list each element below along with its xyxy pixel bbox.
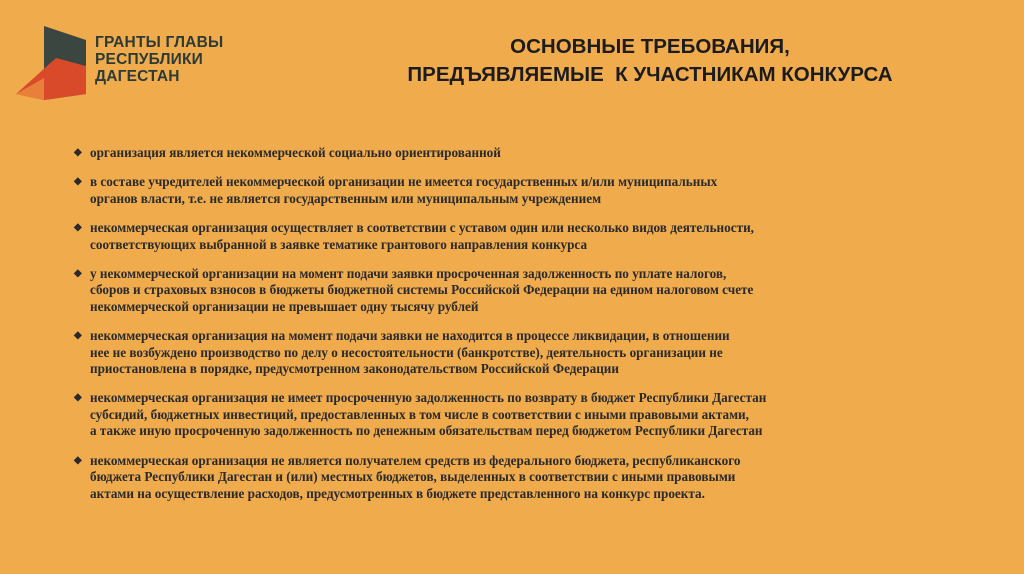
logo-text [95, 34, 223, 85]
requirement-item [74, 266, 974, 315]
diamond-bullet-icon: ◆ [74, 268, 82, 280]
requirement-item [74, 453, 974, 502]
diamond-bullet-icon: ◆ [74, 222, 82, 234]
requirement-item [74, 328, 974, 377]
logo-line-3: ДАГЕСТАН [95, 68, 180, 85]
requirement-text-line: некоммерческая организация не является получателем средств из федерального бюджета, республиканского [90, 452, 741, 468]
requirement-text-line: организация является некоммерческой социально ориентированной [90, 145, 501, 160]
requirement-text-line: у некоммерческой организации на момент подачи заявки просроченная задолженность по уплате налогов, [90, 266, 727, 282]
requirement-text-line: некоммерческая организация на момент подачи заявки не находится в процессе ликвидации, в отношении [90, 328, 730, 344]
requirement-text-line: органов власти, т.е. не является государственным или муниципальным учреждением [90, 190, 602, 206]
requirement-text-line: некоммерческая организация осуществляет в соответствии с уставом один или несколько видов деятельности, [90, 220, 754, 236]
requirement-text-line: некоммерческая организация не имеет просроченную задолженность по возврату в бюджет Республики Дагестан [90, 390, 767, 406]
requirement-text-line: сборов и страховых взносов в бюджеты бюджетной системы Российской Федерации на едином налоговом счете [90, 282, 754, 298]
logo-orange-shape [16, 78, 44, 100]
logo-line-2: РЕСПУБЛИКИ [95, 51, 204, 68]
requirement-text-line: нее не возбуждено производство по делу о несостоятельности (банкротстве), деятельность организации не [90, 344, 723, 360]
requirement-text-line: актами на осуществление расходов, предусмотренных в бюджете представленного на конкурс проекта. [90, 485, 705, 501]
diamond-bullet-icon: ◆ [74, 176, 82, 188]
diamond-bullet-icon: ◆ [74, 454, 82, 466]
diamond-bullet-icon: ◆ [74, 147, 82, 158]
requirement-text-line: некоммерческой организации не превышает одну тысячу рублей [90, 298, 479, 314]
requirements-list [74, 145, 974, 515]
requirement-text-line: бюджета Республики Дагестан и (или) местных бюджетов, выделенных в соответствии с иными правовыми [90, 469, 736, 485]
title-line-1: ОСНОВНЫЕ ТРЕБОВАНИЯ, [510, 35, 790, 58]
diamond-bullet-icon: ◆ [74, 392, 82, 404]
requirement-text-line: соответствующих выбранной в заявке тематике грантового направления конкурса [90, 236, 588, 252]
requirement-item [74, 174, 974, 207]
requirement-text-line: а также иную просроченную задолженность по денежным обязательствам перед бюджетом Республики Дагестан [90, 423, 763, 439]
grants-logo-icon [14, 24, 94, 104]
requirement-text-line: субсидий, бюджетных инвестиций, предоставленных в том числе в соответствии с иными правовыми актами, [90, 406, 749, 422]
requirement-text-line: приостановлена в порядке, предусмотренном законодательством Российской Федерации [90, 361, 620, 377]
title-line-2: ПРЕДЪЯВЛЯЕМЫЕ К УЧАСТНИКАМ КОНКУРСА [407, 63, 893, 86]
requirement-text-line: в составе учредителей некоммерческой организации не имеется государственных и/или муниципальных [90, 174, 718, 190]
requirement-item [74, 390, 974, 439]
logo-line-1: ГРАНТЫ ГЛАВЫ [95, 34, 224, 51]
requirement-item [74, 145, 974, 161]
diamond-bullet-icon: ◆ [74, 330, 82, 342]
page-title [300, 33, 1000, 89]
requirement-item [74, 220, 974, 253]
